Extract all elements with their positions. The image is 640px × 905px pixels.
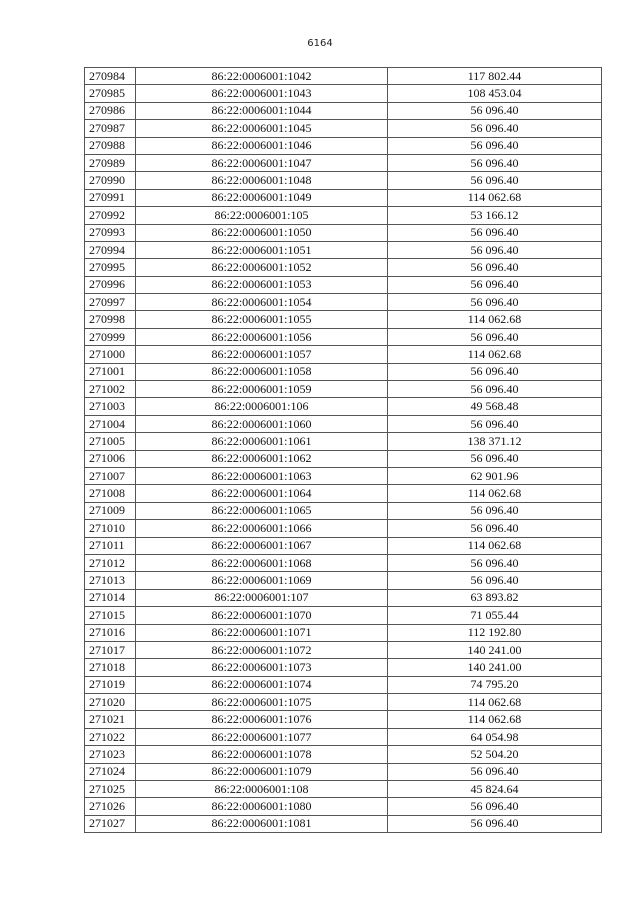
cadastral-value-cell: 114 062.68 bbox=[388, 311, 602, 328]
record-number-cell: 271005 bbox=[85, 433, 136, 450]
cadastral-number-cell: 86:22:0006001:1076 bbox=[136, 711, 388, 728]
cadastral-value-cell: 56 096.40 bbox=[388, 224, 602, 241]
table-row bbox=[85, 676, 602, 693]
cadastral-number-cell: 86:22:0006001:1081 bbox=[136, 815, 388, 832]
table-row bbox=[85, 398, 602, 415]
record-number-cell: 271007 bbox=[85, 467, 136, 484]
cadastral-number-cell: 86:22:0006001:1059 bbox=[136, 381, 388, 398]
cadastral-number-cell: 86:22:0006001:1055 bbox=[136, 311, 388, 328]
cadastral-number-cell: 86:22:0006001:1054 bbox=[136, 294, 388, 311]
cadastral-value-cell: 56 096.40 bbox=[388, 502, 602, 519]
record-number-cell: 271024 bbox=[85, 763, 136, 780]
cadastral-number-cell: 86:22:0006001:1078 bbox=[136, 746, 388, 763]
record-number-cell: 271017 bbox=[85, 641, 136, 658]
record-number-cell: 270984 bbox=[85, 68, 136, 85]
table-body bbox=[85, 68, 602, 833]
record-number-cell: 271022 bbox=[85, 728, 136, 745]
cadastral-number-cell: 86:22:0006001:1067 bbox=[136, 537, 388, 554]
cadastral-value-cell: 56 096.40 bbox=[388, 815, 602, 832]
cadastral-value-cell: 56 096.40 bbox=[388, 415, 602, 432]
cadastral-number-cell: 86:22:0006001:1057 bbox=[136, 346, 388, 363]
cadastral-value-table bbox=[84, 67, 602, 833]
table-row bbox=[85, 346, 602, 363]
cadastral-number-cell: 86:22:0006001:1058 bbox=[136, 363, 388, 380]
cadastral-value-cell: 114 062.68 bbox=[388, 694, 602, 711]
record-number-cell: 271020 bbox=[85, 694, 136, 711]
table-row bbox=[85, 259, 602, 276]
cadastral-value-cell: 56 096.40 bbox=[388, 363, 602, 380]
table-row bbox=[85, 537, 602, 554]
record-number-cell: 271014 bbox=[85, 589, 136, 606]
table-row bbox=[85, 624, 602, 641]
table-row bbox=[85, 694, 602, 711]
table-row bbox=[85, 363, 602, 380]
cadastral-value-cell: 56 096.40 bbox=[388, 241, 602, 258]
cadastral-value-cell: 140 241.00 bbox=[388, 659, 602, 676]
record-number-cell: 270991 bbox=[85, 189, 136, 206]
table-row bbox=[85, 450, 602, 467]
table-row bbox=[85, 102, 602, 119]
record-number-cell: 271011 bbox=[85, 537, 136, 554]
record-number-cell: 271003 bbox=[85, 398, 136, 415]
cadastral-number-cell: 86:22:0006001:1073 bbox=[136, 659, 388, 676]
table-row bbox=[85, 415, 602, 432]
record-number-cell: 271013 bbox=[85, 572, 136, 589]
cadastral-value-cell: 114 062.68 bbox=[388, 485, 602, 502]
table-row bbox=[85, 433, 602, 450]
cadastral-value-cell: 114 062.68 bbox=[388, 189, 602, 206]
record-number-cell: 271008 bbox=[85, 485, 136, 502]
cadastral-value-cell: 140 241.00 bbox=[388, 641, 602, 658]
cadastral-value-cell: 56 096.40 bbox=[388, 763, 602, 780]
table-row bbox=[85, 189, 602, 206]
table-row bbox=[85, 224, 602, 241]
table-row bbox=[85, 241, 602, 258]
cadastral-value-cell: 56 096.40 bbox=[388, 328, 602, 345]
cadastral-value-cell: 56 096.40 bbox=[388, 798, 602, 815]
record-number-cell: 271000 bbox=[85, 346, 136, 363]
table-row bbox=[85, 607, 602, 624]
cadastral-number-cell: 86:22:0006001:1046 bbox=[136, 137, 388, 154]
cadastral-number-cell: 86:22:0006001:1051 bbox=[136, 241, 388, 258]
record-number-cell: 270987 bbox=[85, 120, 136, 137]
cadastral-value-cell: 114 062.68 bbox=[388, 537, 602, 554]
cadastral-value-cell: 52 504.20 bbox=[388, 746, 602, 763]
table-row bbox=[85, 85, 602, 102]
record-number-cell: 271004 bbox=[85, 415, 136, 432]
cadastral-number-cell: 86:22:0006001:1043 bbox=[136, 85, 388, 102]
table-row bbox=[85, 641, 602, 658]
cadastral-value-cell: 114 062.68 bbox=[388, 346, 602, 363]
table-row bbox=[85, 172, 602, 189]
cadastral-value-cell: 49 568.48 bbox=[388, 398, 602, 415]
cadastral-value-cell: 56 096.40 bbox=[388, 259, 602, 276]
cadastral-number-cell: 86:22:0006001:1080 bbox=[136, 798, 388, 815]
cadastral-number-cell: 86:22:0006001:1075 bbox=[136, 694, 388, 711]
record-number-cell: 271026 bbox=[85, 798, 136, 815]
record-number-cell: 270985 bbox=[85, 85, 136, 102]
cadastral-value-cell: 56 096.40 bbox=[388, 294, 602, 311]
cadastral-number-cell: 86:22:0006001:1056 bbox=[136, 328, 388, 345]
table-row bbox=[85, 798, 602, 815]
cadastral-value-cell: 64 054.98 bbox=[388, 728, 602, 745]
table-row bbox=[85, 589, 602, 606]
table-row bbox=[85, 276, 602, 293]
cadastral-number-cell: 86:22:0006001:1042 bbox=[136, 68, 388, 85]
cadastral-number-cell: 86:22:0006001:1069 bbox=[136, 572, 388, 589]
cadastral-number-cell: 86:22:0006001:1050 bbox=[136, 224, 388, 241]
cadastral-value-cell: 45 824.64 bbox=[388, 781, 602, 798]
record-number-cell: 271015 bbox=[85, 607, 136, 624]
cadastral-number-cell: 86:22:0006001:1061 bbox=[136, 433, 388, 450]
record-number-cell: 270995 bbox=[85, 259, 136, 276]
cadastral-value-cell: 117 802.44 bbox=[388, 68, 602, 85]
record-number-cell: 271002 bbox=[85, 381, 136, 398]
cadastral-value-cell: 56 096.40 bbox=[388, 572, 602, 589]
table-row bbox=[85, 746, 602, 763]
table-row bbox=[85, 781, 602, 798]
record-number-cell: 270994 bbox=[85, 241, 136, 258]
record-number-cell: 270999 bbox=[85, 328, 136, 345]
cadastral-value-cell: 56 096.40 bbox=[388, 450, 602, 467]
cadastral-number-cell: 86:22:0006001:1047 bbox=[136, 154, 388, 171]
cadastral-value-cell: 108 453.04 bbox=[388, 85, 602, 102]
table-row bbox=[85, 68, 602, 85]
record-number-cell: 270986 bbox=[85, 102, 136, 119]
cadastral-value-cell: 62 901.96 bbox=[388, 467, 602, 484]
table-row bbox=[85, 572, 602, 589]
record-number-cell: 270993 bbox=[85, 224, 136, 241]
cadastral-value-cell: 56 096.40 bbox=[388, 154, 602, 171]
table-row bbox=[85, 207, 602, 224]
cadastral-value-cell: 112 192.80 bbox=[388, 624, 602, 641]
cadastral-number-cell: 86:22:0006001:1071 bbox=[136, 624, 388, 641]
record-number-cell: 271019 bbox=[85, 676, 136, 693]
table-row bbox=[85, 815, 602, 832]
cadastral-number-cell: 86:22:0006001:1063 bbox=[136, 467, 388, 484]
record-number-cell: 270998 bbox=[85, 311, 136, 328]
table-row bbox=[85, 485, 602, 502]
cadastral-value-cell: 56 096.40 bbox=[388, 102, 602, 119]
cadastral-value-cell: 53 166.12 bbox=[388, 207, 602, 224]
cadastral-value-cell: 138 371.12 bbox=[388, 433, 602, 450]
table-row bbox=[85, 467, 602, 484]
cadastral-value-cell: 56 096.40 bbox=[388, 276, 602, 293]
cadastral-number-cell: 86:22:0006001:1045 bbox=[136, 120, 388, 137]
cadastral-number-cell: 86:22:0006001:1064 bbox=[136, 485, 388, 502]
record-number-cell: 270996 bbox=[85, 276, 136, 293]
cadastral-number-cell: 86:22:0006001:1044 bbox=[136, 102, 388, 119]
record-number-cell: 270989 bbox=[85, 154, 136, 171]
record-number-cell: 271025 bbox=[85, 781, 136, 798]
cadastral-value-cell: 71 055.44 bbox=[388, 607, 602, 624]
cadastral-number-cell: 86:22:0006001:1070 bbox=[136, 607, 388, 624]
record-number-cell: 271001 bbox=[85, 363, 136, 380]
cadastral-number-cell: 86:22:0006001:1052 bbox=[136, 259, 388, 276]
table-row bbox=[85, 137, 602, 154]
record-number-cell: 271009 bbox=[85, 502, 136, 519]
table-row bbox=[85, 120, 602, 137]
cadastral-number-cell: 86:22:0006001:1062 bbox=[136, 450, 388, 467]
cadastral-number-cell: 86:22:0006001:105 bbox=[136, 207, 388, 224]
cadastral-number-cell: 86:22:0006001:1053 bbox=[136, 276, 388, 293]
table-row bbox=[85, 520, 602, 537]
record-number-cell: 271023 bbox=[85, 746, 136, 763]
record-number-cell: 271018 bbox=[85, 659, 136, 676]
cadastral-number-cell: 86:22:0006001:1065 bbox=[136, 502, 388, 519]
record-number-cell: 271027 bbox=[85, 815, 136, 832]
record-number-cell: 271016 bbox=[85, 624, 136, 641]
cadastral-value-cell: 56 096.40 bbox=[388, 137, 602, 154]
cadastral-number-cell: 86:22:0006001:1060 bbox=[136, 415, 388, 432]
cadastral-number-cell: 86:22:0006001:1079 bbox=[136, 763, 388, 780]
table-row bbox=[85, 763, 602, 780]
record-number-cell: 271012 bbox=[85, 554, 136, 571]
table-row bbox=[85, 311, 602, 328]
cadastral-value-cell: 56 096.40 bbox=[388, 172, 602, 189]
cadastral-value-cell: 56 096.40 bbox=[388, 120, 602, 137]
table-row bbox=[85, 328, 602, 345]
cadastral-number-cell: 86:22:0006001:1074 bbox=[136, 676, 388, 693]
cadastral-value-cell: 56 096.40 bbox=[388, 381, 602, 398]
table-row bbox=[85, 294, 602, 311]
cadastral-number-cell: 86:22:0006001:1049 bbox=[136, 189, 388, 206]
record-number-cell: 270992 bbox=[85, 207, 136, 224]
cadastral-value-cell: 56 096.40 bbox=[388, 520, 602, 537]
table-row bbox=[85, 502, 602, 519]
table-row bbox=[85, 711, 602, 728]
cadastral-number-cell: 86:22:0006001:1068 bbox=[136, 554, 388, 571]
table-row bbox=[85, 659, 602, 676]
record-number-cell: 270990 bbox=[85, 172, 136, 189]
cadastral-number-cell: 86:22:0006001:108 bbox=[136, 781, 388, 798]
cadastral-value-cell: 114 062.68 bbox=[388, 711, 602, 728]
record-number-cell: 271010 bbox=[85, 520, 136, 537]
cadastral-number-cell: 86:22:0006001:1066 bbox=[136, 520, 388, 537]
table-row bbox=[85, 728, 602, 745]
page-number: 6164 bbox=[307, 38, 333, 49]
cadastral-value-cell: 63 893.82 bbox=[388, 589, 602, 606]
record-number-cell: 270997 bbox=[85, 294, 136, 311]
cadastral-number-cell: 86:22:0006001:1077 bbox=[136, 728, 388, 745]
record-number-cell: 271021 bbox=[85, 711, 136, 728]
cadastral-value-cell: 74 795.20 bbox=[388, 676, 602, 693]
cadastral-number-cell: 86:22:0006001:107 bbox=[136, 589, 388, 606]
table-row bbox=[85, 554, 602, 571]
record-number-cell: 270988 bbox=[85, 137, 136, 154]
cadastral-number-cell: 86:22:0006001:1072 bbox=[136, 641, 388, 658]
cadastral-number-cell: 86:22:0006001:1048 bbox=[136, 172, 388, 189]
cadastral-value-cell: 56 096.40 bbox=[388, 554, 602, 571]
record-number-cell: 271006 bbox=[85, 450, 136, 467]
table-row bbox=[85, 154, 602, 171]
cadastral-number-cell: 86:22:0006001:106 bbox=[136, 398, 388, 415]
table-row bbox=[85, 381, 602, 398]
